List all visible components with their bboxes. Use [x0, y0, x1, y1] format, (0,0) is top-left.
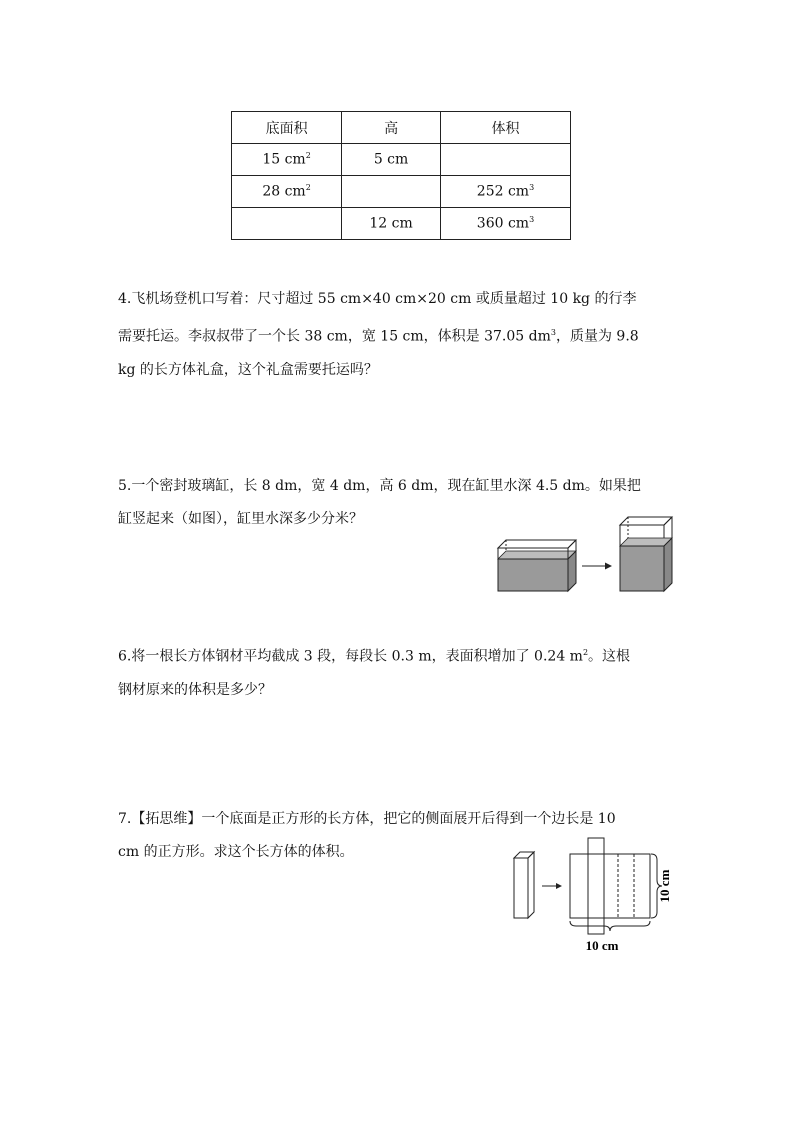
table-cell	[440, 144, 570, 176]
table-row	[232, 176, 571, 208]
table-cell: 5 cm	[342, 144, 441, 176]
question-5-line-1: 5.一个密封玻璃缸，长 8 dm，宽 4 dm，高 6 dm，现在缸里水深 4.5 dm。如果把	[118, 478, 641, 494]
table-cell: 15 $cm^2$	[232, 144, 342, 176]
vertical-tank-water	[620, 546, 664, 591]
question-6	[118, 636, 678, 707]
table-cell: 12 cm	[342, 208, 441, 240]
arrow-head-icon	[556, 883, 562, 889]
prism-net-figure	[508, 832, 680, 960]
table-row	[232, 144, 571, 176]
bottom-brace	[570, 921, 650, 931]
table-cell	[232, 208, 342, 240]
bottom-length-label: 10 cm	[585, 938, 619, 953]
net-base-strip	[588, 838, 604, 934]
question-4-line-2: 需要托运。李叔叔带了一个长 38 cm，宽 15 cm，体积是 37.05 $dm^3$，质量为 9.8	[118, 328, 639, 345]
tank-top-face	[498, 540, 576, 548]
vertical-tank-water-surface	[620, 538, 672, 546]
header-cell: 底面积	[232, 112, 342, 144]
question-7-line-2: cm 的正方形。求这个长方体的体积。	[118, 844, 354, 860]
prism-front	[514, 858, 528, 918]
prism-side	[528, 852, 534, 918]
question-5-line-2: 缸竖起来（如图），缸里水深多少分米？	[118, 511, 363, 527]
table-header-row	[232, 112, 571, 144]
question-6-line-2: 钢材原来的体积是多少？	[118, 681, 272, 698]
side-length-label: 10 cm	[656, 869, 672, 903]
table-cell: 252 $cm^3$	[440, 176, 570, 208]
volume-table	[231, 111, 571, 240]
table-cell: 360 $cm^3$	[440, 208, 570, 240]
net-square	[570, 854, 650, 918]
header-cell: 高	[342, 112, 441, 144]
question-7-line-1: 7.【拓思维】一个底面是正方形的长方体，把它的侧面展开后得到一个边长是 10	[118, 811, 616, 827]
arrow-head-icon	[605, 563, 612, 570]
question-6-line-1: 6.将一根长方体钢材平均截成 3 段，每段长 0.3 m，表面积增加了 0.24 $m^2$。这根	[118, 648, 631, 665]
question-4-line-1: 4.飞机场登机口写着：尺寸超过 55 cm×40 cm×20 cm 或质量超过 10 kg 的行李	[118, 291, 637, 307]
tank-water-front	[498, 559, 568, 591]
question-4	[118, 283, 678, 387]
question-4-line-3: kg 的长方体礼盒，这个礼盒需要托运吗？	[118, 361, 378, 378]
header-cell: 体积	[440, 112, 570, 144]
tank-water-surface	[498, 551, 576, 559]
table-row	[232, 208, 571, 240]
table-cell	[342, 176, 441, 208]
vertical-tank-side	[664, 538, 672, 591]
table-cell: 28 $cm^2$	[232, 176, 342, 208]
tank-rotation-figure	[494, 512, 678, 594]
